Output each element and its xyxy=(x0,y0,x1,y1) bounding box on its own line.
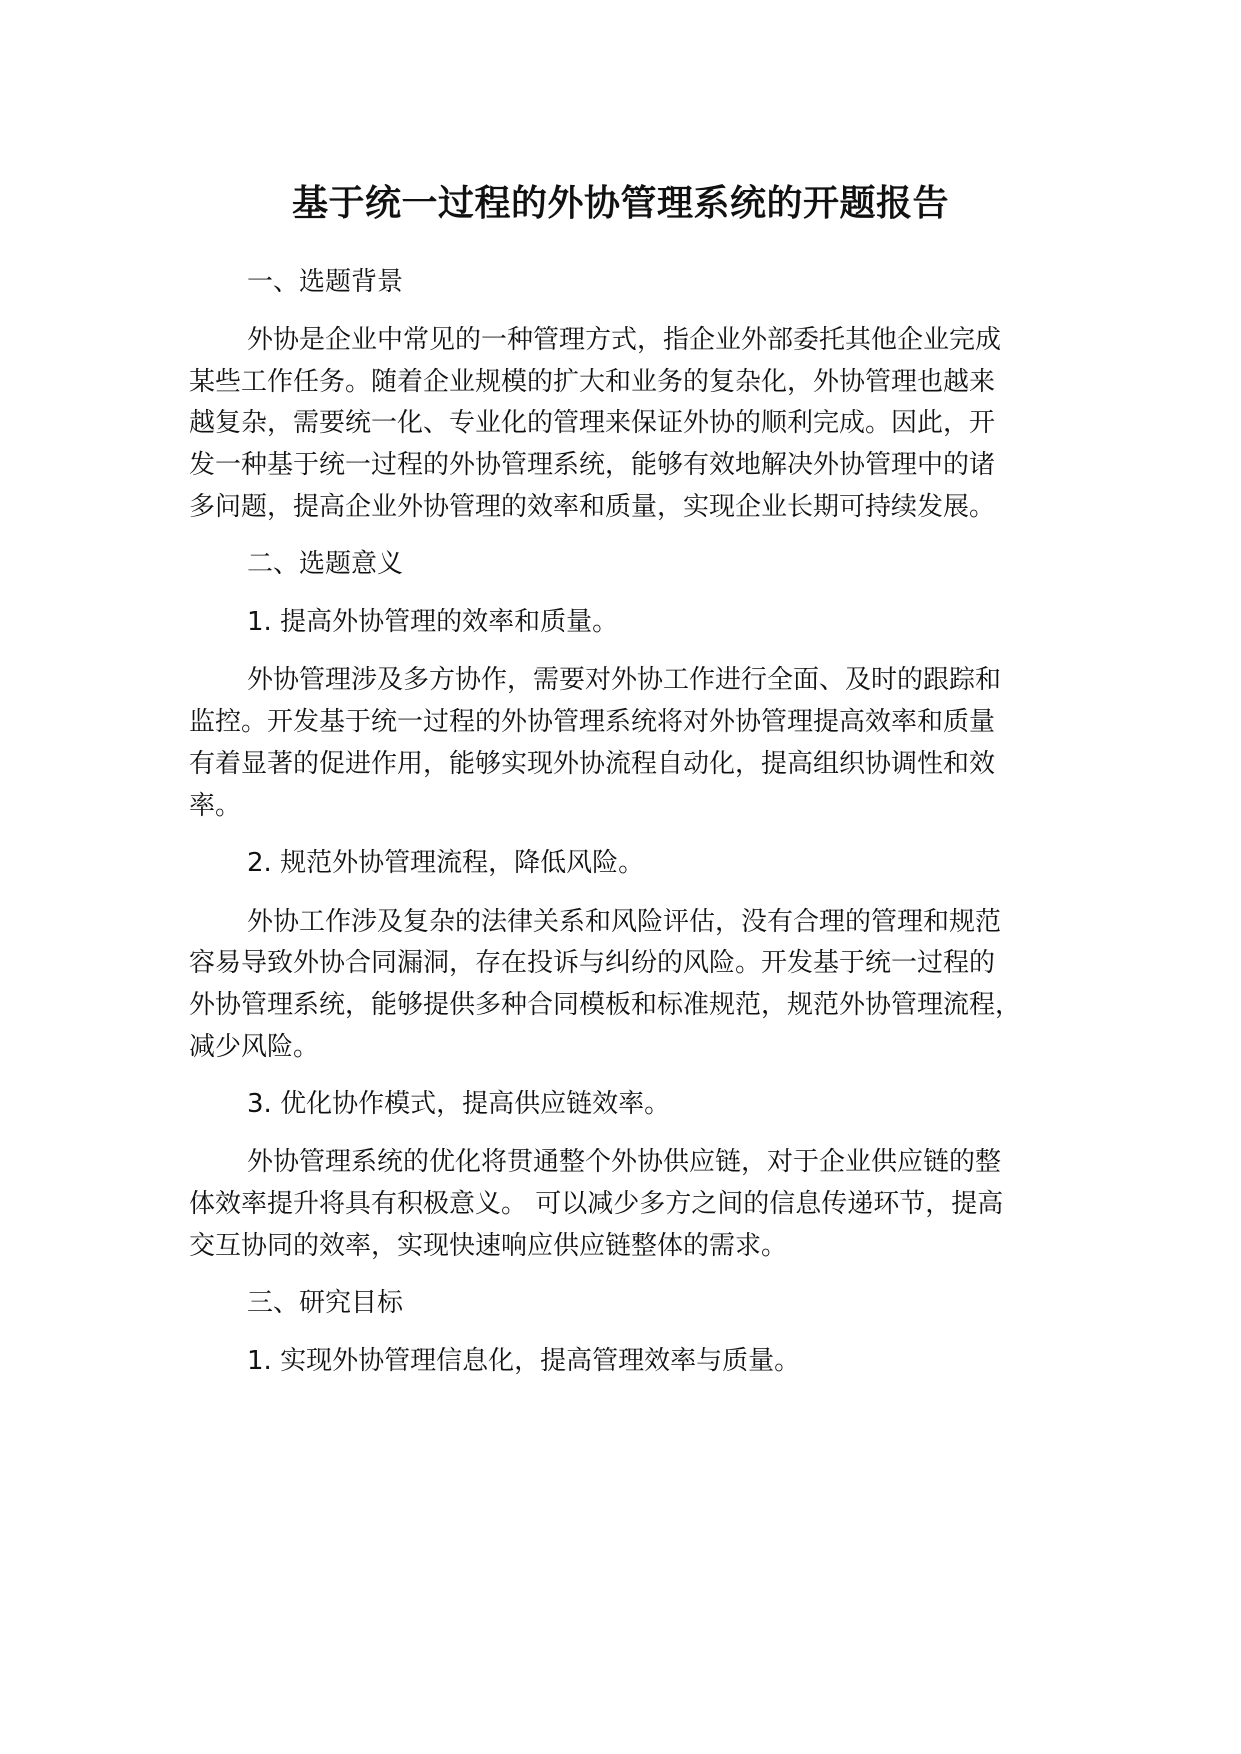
paragraph-line: 监控。开发基于统一过程的外协管理系统将对外协管理提高效率和质量 xyxy=(189,707,996,737)
list-item: 1. 提高外协管理的效率和质量。 xyxy=(247,607,619,637)
paragraph-line: 有着显著的促进作用，能够实现外协流程自动化，提高组织协调性和效 xyxy=(189,749,996,779)
paragraph-line: 外协管理系统的优化将贯通整个外协供应链，对于企业供应链的整 xyxy=(247,1147,1002,1177)
paragraph-line: 减少风险。 xyxy=(189,1032,320,1062)
section-heading-significance: 二、选题意义 xyxy=(247,549,404,579)
paragraph-line: 越复杂，需要统一化、专业化的管理来保证外协的顺利完成。因此，开 xyxy=(189,408,996,438)
paragraph-line: 外协是企业中常见的一种管理方式，指企业外部委托其他企业完成 xyxy=(247,325,1002,355)
paragraph-line: 某些工作任务。随着企业规模的扩大和业务的复杂化，外协管理也越来 xyxy=(189,367,996,397)
paragraph-line: 外协管理系统，能够提供多种合同模板和标准规范，规范外协管理流程， xyxy=(189,990,1022,1020)
paragraph-line: 体效率提升将具有积极意义。 可以减少多方之间的信息传递环节，提高 xyxy=(189,1189,1004,1219)
paragraph-line: 外协管理涉及多方协作，需要对外协工作进行全面、及时的跟踪和 xyxy=(247,665,1002,695)
section-heading-research-goals: 三、研究目标 xyxy=(247,1288,404,1318)
paragraph-line: 发一种基于统一过程的外协管理系统，能够有效地解决外协管理中的诸 xyxy=(189,450,996,480)
paragraph-line: 交互协同的效率，实现快速响应供应链整体的需求。 xyxy=(189,1231,788,1261)
section-heading-background: 一、选题背景 xyxy=(247,267,404,297)
paragraph-line: 率。 xyxy=(189,791,242,821)
list-item: 2. 规范外协管理流程，降低风险。 xyxy=(247,848,645,878)
list-item: 3. 优化协作模式，提高供应链效率。 xyxy=(247,1089,671,1119)
paragraph-line: 外协工作涉及复杂的法律关系和风险评估，没有合理的管理和规范 xyxy=(247,907,1002,937)
paragraph-line: 容易导致外协合同漏洞，存在投诉与纠纷的风险。开发基于统一过程的 xyxy=(189,948,996,978)
list-item: 1. 实现外协管理信息化，提高管理效率与质量。 xyxy=(247,1346,801,1376)
document-title: 基于统一过程的外协管理系统的开题报告 xyxy=(291,183,949,224)
paragraph-line: 多问题，提高企业外协管理的效率和质量，实现企业长期可持续发展。 xyxy=(189,492,996,522)
